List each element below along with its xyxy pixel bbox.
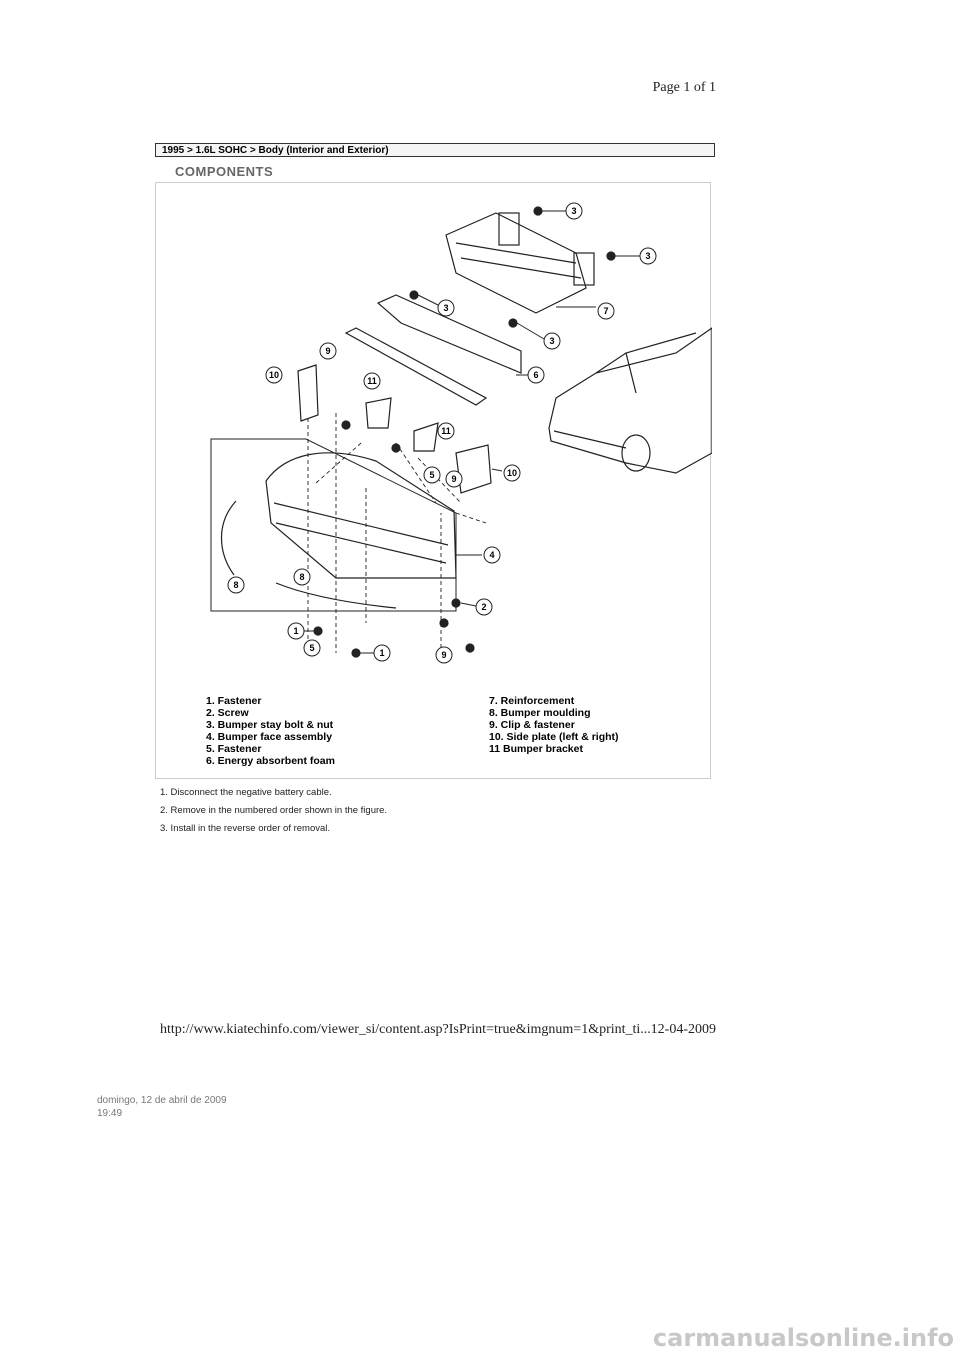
timestamp-date: domingo, 12 de abril de 2009 [97, 1095, 227, 1106]
legend-item: 9. Clip & fastener [489, 719, 575, 731]
callout-6 [528, 367, 544, 383]
legend-right [489, 695, 619, 755]
callout-3b [640, 248, 656, 264]
components-diagram [155, 182, 711, 779]
reinforcement-part [446, 213, 586, 313]
svg-text:3: 3 [549, 336, 555, 346]
svg-text:7: 7 [603, 306, 609, 316]
svg-text:1: 1 [379, 648, 385, 658]
capture-timestamp [97, 1094, 227, 1120]
svg-text:3: 3 [443, 303, 449, 313]
svg-text:4: 4 [489, 550, 495, 560]
svg-text:5: 5 [309, 643, 315, 653]
callout-1a [288, 623, 304, 639]
callout-9c [436, 647, 452, 663]
callout-3d [544, 333, 560, 349]
legend-item: 3. Bumper stay bolt & nut [206, 719, 334, 731]
svg-text:1: 1 [293, 626, 299, 636]
callout-11b [438, 423, 454, 439]
callout-11a [364, 373, 380, 389]
svg-text:3: 3 [571, 206, 577, 216]
callout-9b [446, 471, 462, 487]
legend-item: 10. Side plate (left & right) [489, 731, 619, 743]
legend-item: 4. Bumper face assembly [206, 731, 333, 743]
side-plate-right [456, 445, 491, 493]
svg-text:10: 10 [268, 370, 280, 380]
svg-text:10: 10 [506, 468, 518, 478]
svg-text:9: 9 [441, 650, 447, 660]
section-title: COMPONENTS [175, 164, 274, 179]
stay-bracket-left [499, 213, 519, 245]
legend-item: 1. Fastener [206, 695, 262, 707]
timestamp-time: 19:49 [97, 1108, 123, 1119]
callout-1b [374, 645, 390, 661]
callout-5a [424, 467, 440, 483]
breadcrumb: 1995 > 1.6L SOHC > Body (Interior and Exterior) [155, 143, 715, 157]
side-plate-left [298, 365, 318, 421]
svg-text:9: 9 [325, 346, 331, 356]
legend-item: 5. Fastener [206, 743, 262, 755]
svg-text:9: 9 [451, 474, 457, 484]
svg-text:5: 5 [429, 470, 435, 480]
svg-text:6: 6 [533, 370, 539, 380]
bumper-face-frame [211, 439, 456, 611]
strip-part [346, 328, 486, 405]
moulding-left [222, 501, 237, 575]
svg-text:11: 11 [367, 376, 377, 386]
svg-text:3: 3 [645, 251, 651, 261]
callout-8b [294, 569, 310, 585]
legend-item: 6. Energy absorbent foam [206, 755, 335, 767]
callout-4 [484, 547, 500, 563]
legend-item: 8. Bumper moulding [489, 707, 591, 719]
callout-7 [598, 303, 614, 319]
callout-2 [476, 599, 492, 615]
callout-3a [566, 203, 582, 219]
procedure-step: 2. Remove in the numbered order shown in the figure. [160, 805, 388, 816]
bumper-bracket-right [414, 423, 438, 451]
procedure-step: 1. Disconnect the negative battery cable. [160, 787, 332, 798]
callout-10a [266, 367, 282, 383]
svg-text:8: 8 [233, 580, 239, 590]
callout-5b [304, 640, 320, 656]
callout-8a [228, 577, 244, 593]
svg-text:8: 8 [299, 572, 305, 582]
callout-3c [438, 300, 454, 316]
callout-9a [320, 343, 336, 359]
svg-text:11: 11 [441, 426, 451, 436]
procedure-steps [160, 784, 387, 838]
svg-text:2: 2 [481, 602, 487, 612]
car-illustration [549, 328, 712, 473]
legend-item: 7. Reinforcement [489, 695, 575, 707]
bumper-bracket-left [366, 398, 391, 428]
procedure-step: 3. Install in the reverse order of removal. [160, 823, 331, 834]
footer-date: 12-04-2009 [650, 1022, 716, 1037]
callout-10b [504, 465, 520, 481]
legend-item: 11 Bumper bracket [489, 743, 583, 755]
exploded-view-drawing [156, 183, 712, 780]
legend-item: 2. Screw [206, 707, 249, 719]
legend-left [206, 695, 335, 767]
page-number-label: Page 1 of 1 [652, 80, 716, 95]
site-watermark: carmanualsonline.info [652, 1324, 954, 1352]
footer-url[interactable]: http://www.kiatechinfo.com/viewer_si/content.asp?IsPrint=true&imgnum=1&print_ti... [160, 1022, 651, 1037]
